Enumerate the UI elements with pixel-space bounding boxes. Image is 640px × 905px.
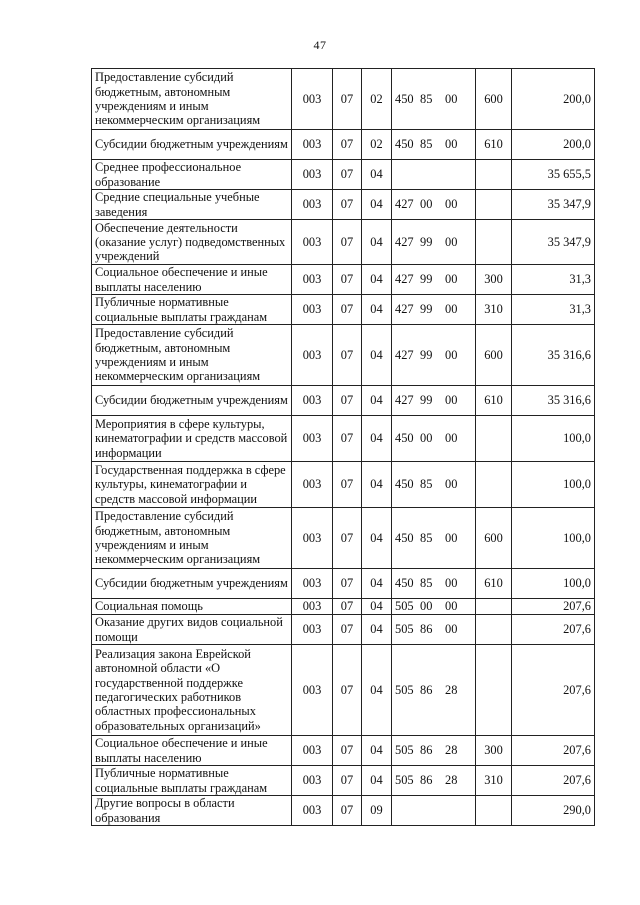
subsection-code-cell: 02 xyxy=(362,69,392,130)
amount-cell: 207,6 xyxy=(512,615,595,645)
target-article-cell xyxy=(392,508,476,569)
target-article-part: 427 xyxy=(395,234,414,249)
expense-type-cell xyxy=(476,416,512,462)
amount-cell: 35 316,6 xyxy=(512,386,595,416)
ministry-code-cell: 003 xyxy=(292,160,333,190)
expense-type-cell: 300 xyxy=(476,265,512,295)
expense-type-cell: 610 xyxy=(476,386,512,416)
ministry-code-cell: 003 xyxy=(292,416,333,462)
section-code-cell: 07 xyxy=(333,508,362,569)
target-article-part: 85 xyxy=(420,91,433,106)
row-name-cell: Среднее профессиональное образование xyxy=(92,160,292,190)
target-article-part: 00 xyxy=(445,234,458,249)
target-article-part: 00 xyxy=(445,137,458,152)
target-article-part: 00 xyxy=(420,431,433,446)
section-code-cell: 07 xyxy=(333,766,362,796)
amount-cell: 100,0 xyxy=(512,416,595,462)
table-row xyxy=(92,462,595,508)
subsection-code-cell: 04 xyxy=(362,295,392,325)
target-article-part: 00 xyxy=(445,530,458,545)
table-row xyxy=(92,416,595,462)
table-row xyxy=(92,766,595,796)
amount-cell: 200,0 xyxy=(512,69,595,130)
target-article-cell xyxy=(392,736,476,766)
ministry-code-cell: 003 xyxy=(292,645,333,736)
section-code-cell: 07 xyxy=(333,416,362,462)
amount-cell: 35 347,9 xyxy=(512,220,595,265)
target-article-part: 00 xyxy=(445,197,458,212)
target-article-part: 99 xyxy=(420,347,433,362)
expense-type-cell: 310 xyxy=(476,766,512,796)
target-article-cell xyxy=(392,766,476,796)
expense-type-cell xyxy=(476,462,512,508)
table-row xyxy=(92,736,595,766)
table-row xyxy=(92,569,595,599)
target-article-part: 85 xyxy=(420,477,433,492)
expense-type-cell: 610 xyxy=(476,569,512,599)
subsection-code-cell: 04 xyxy=(362,325,392,386)
subsection-code-cell: 04 xyxy=(362,220,392,265)
ministry-code-cell: 003 xyxy=(292,130,333,160)
expense-type-cell: 600 xyxy=(476,69,512,130)
table-row xyxy=(92,190,595,220)
row-name-cell: Реализация закона Еврейской автономной области «О государственной поддержке педагогических работников областных профессиональных образовательных организаций» xyxy=(92,645,292,736)
subsection-code-cell: 04 xyxy=(362,736,392,766)
target-article-cell xyxy=(392,220,476,265)
target-article-cell xyxy=(392,599,476,615)
target-article-part: 00 xyxy=(445,431,458,446)
target-article-part: 427 xyxy=(395,347,414,362)
amount-cell: 100,0 xyxy=(512,462,595,508)
row-name-cell: Субсидии бюджетным учреждениям xyxy=(92,386,292,416)
section-code-cell: 07 xyxy=(333,599,362,615)
target-article-part: 427 xyxy=(395,302,414,317)
target-article-part: 450 xyxy=(395,431,414,446)
subsection-code-cell: 04 xyxy=(362,615,392,645)
ministry-code-cell: 003 xyxy=(292,386,333,416)
target-article-part: 450 xyxy=(395,477,414,492)
ministry-code-cell: 003 xyxy=(292,325,333,386)
ministry-code-cell: 003 xyxy=(292,220,333,265)
expense-type-cell: 600 xyxy=(476,325,512,386)
subsection-code-cell: 04 xyxy=(362,645,392,736)
section-code-cell: 07 xyxy=(333,796,362,826)
row-name-cell: Предоставление субсидий бюджетным, автономным учреждениям и иным некоммерческим организациям xyxy=(92,508,292,569)
section-code-cell: 07 xyxy=(333,569,362,599)
target-article-part: 00 xyxy=(445,302,458,317)
section-code-cell: 07 xyxy=(333,645,362,736)
target-article-part: 99 xyxy=(420,302,433,317)
section-code-cell: 07 xyxy=(333,160,362,190)
target-article-cell xyxy=(392,645,476,736)
target-article-part: 99 xyxy=(420,393,433,408)
page-number: 47 xyxy=(313,38,327,52)
target-article-part: 450 xyxy=(395,530,414,545)
subsection-code-cell: 04 xyxy=(362,569,392,599)
target-article-part: 86 xyxy=(420,682,433,697)
amount-cell: 31,3 xyxy=(512,265,595,295)
target-article-part: 505 xyxy=(395,682,414,697)
ministry-code-cell: 003 xyxy=(292,295,333,325)
subsection-code-cell: 04 xyxy=(362,508,392,569)
expense-type-cell xyxy=(476,599,512,615)
target-article-part: 00 xyxy=(445,393,458,408)
target-article-part: 505 xyxy=(395,743,414,758)
row-name-cell: Публичные нормативные социальные выплаты гражданам xyxy=(92,295,292,325)
ministry-code-cell: 003 xyxy=(292,569,333,599)
amount-cell: 207,6 xyxy=(512,599,595,615)
expense-type-cell: 600 xyxy=(476,508,512,569)
table-row xyxy=(92,220,595,265)
target-article-part: 450 xyxy=(395,576,414,591)
expense-type-cell xyxy=(476,190,512,220)
target-article-cell xyxy=(392,190,476,220)
expense-type-cell: 610 xyxy=(476,130,512,160)
target-article-cell xyxy=(392,416,476,462)
row-name-cell: Социальное обеспечение и иные выплаты населению xyxy=(92,265,292,295)
subsection-code-cell: 02 xyxy=(362,130,392,160)
amount-cell: 207,6 xyxy=(512,645,595,736)
section-code-cell: 07 xyxy=(333,69,362,130)
section-code-cell: 07 xyxy=(333,386,362,416)
ministry-code-cell: 003 xyxy=(292,736,333,766)
amount-cell: 207,6 xyxy=(512,736,595,766)
row-name-cell: Другие вопросы в области образования xyxy=(92,796,292,826)
target-article-part: 450 xyxy=(395,137,414,152)
target-article-cell xyxy=(392,295,476,325)
target-article-part: 85 xyxy=(420,137,433,152)
ministry-code-cell: 003 xyxy=(292,766,333,796)
target-article-part: 00 xyxy=(445,599,458,614)
target-article-part: 505 xyxy=(395,773,414,788)
target-article-part: 28 xyxy=(445,773,458,788)
target-article-part: 00 xyxy=(445,91,458,106)
subsection-code-cell: 04 xyxy=(362,599,392,615)
table-row xyxy=(92,386,595,416)
target-article-part: 85 xyxy=(420,576,433,591)
target-article-part: 28 xyxy=(445,682,458,697)
subsection-code-cell: 04 xyxy=(362,190,392,220)
table-row xyxy=(92,265,595,295)
target-article-part: 427 xyxy=(395,272,414,287)
row-name-cell: Обеспечение деятельности (оказание услуг) подведомственных учреждений xyxy=(92,220,292,265)
target-article-part: 450 xyxy=(395,91,414,106)
row-name-cell: Предоставление субсидий бюджетным, автономным учреждениям и иным некоммерческим организациям xyxy=(92,69,292,130)
expense-type-cell xyxy=(476,615,512,645)
target-article-cell xyxy=(392,615,476,645)
section-code-cell: 07 xyxy=(333,615,362,645)
row-name-cell: Социальное обеспечение и иные выплаты населению xyxy=(92,736,292,766)
amount-cell: 35 316,6 xyxy=(512,325,595,386)
target-article-part: 00 xyxy=(420,197,433,212)
table-row xyxy=(92,295,595,325)
subsection-code-cell: 04 xyxy=(362,416,392,462)
amount-cell: 100,0 xyxy=(512,508,595,569)
target-article-part: 505 xyxy=(395,622,414,637)
ministry-code-cell: 003 xyxy=(292,796,333,826)
target-article-part: 00 xyxy=(445,622,458,637)
target-article-part: 00 xyxy=(445,477,458,492)
ministry-code-cell: 003 xyxy=(292,508,333,569)
amount-cell: 200,0 xyxy=(512,130,595,160)
subsection-code-cell: 04 xyxy=(362,265,392,295)
row-name-cell: Субсидии бюджетным учреждениям xyxy=(92,569,292,599)
section-code-cell: 07 xyxy=(333,325,362,386)
section-code-cell: 07 xyxy=(333,462,362,508)
table-row xyxy=(92,69,595,130)
target-article-part: 00 xyxy=(445,576,458,591)
table-row xyxy=(92,615,595,645)
ministry-code-cell: 003 xyxy=(292,615,333,645)
table-row xyxy=(92,160,595,190)
amount-cell: 290,0 xyxy=(512,796,595,826)
target-article-part: 505 xyxy=(395,599,414,614)
section-code-cell: 07 xyxy=(333,265,362,295)
target-article-part: 00 xyxy=(420,599,433,614)
section-code-cell: 07 xyxy=(333,130,362,160)
ministry-code-cell: 003 xyxy=(292,190,333,220)
target-article-cell xyxy=(392,569,476,599)
budget-table xyxy=(91,68,595,826)
amount-cell: 35 655,5 xyxy=(512,160,595,190)
target-article-cell xyxy=(392,265,476,295)
target-article-cell xyxy=(392,386,476,416)
section-code-cell: 07 xyxy=(333,190,362,220)
target-article-part: 99 xyxy=(420,272,433,287)
amount-cell: 207,6 xyxy=(512,766,595,796)
amount-cell: 100,0 xyxy=(512,569,595,599)
target-article-cell xyxy=(392,796,476,826)
target-article-cell xyxy=(392,130,476,160)
target-article-cell xyxy=(392,69,476,130)
target-article-cell xyxy=(392,325,476,386)
ministry-code-cell: 003 xyxy=(292,69,333,130)
budget-table-body xyxy=(92,69,595,826)
target-article-cell xyxy=(392,462,476,508)
target-article-part: 86 xyxy=(420,773,433,788)
target-article-part: 86 xyxy=(420,743,433,758)
expense-type-cell: 310 xyxy=(476,295,512,325)
subsection-code-cell: 09 xyxy=(362,796,392,826)
target-article-part: 85 xyxy=(420,530,433,545)
target-article-part: 86 xyxy=(420,622,433,637)
row-name-cell: Социальная помощь xyxy=(92,599,292,615)
row-name-cell: Предоставление субсидий бюджетным, автономным учреждениям и иным некоммерческим организациям xyxy=(92,325,292,386)
expense-type-cell xyxy=(476,645,512,736)
row-name-cell: Публичные нормативные социальные выплаты гражданам xyxy=(92,766,292,796)
subsection-code-cell: 04 xyxy=(362,462,392,508)
table-row xyxy=(92,645,595,736)
section-code-cell: 07 xyxy=(333,295,362,325)
expense-type-cell xyxy=(476,160,512,190)
target-article-part: 99 xyxy=(420,234,433,249)
table-row xyxy=(92,796,595,826)
table-row xyxy=(92,508,595,569)
target-article-part: 427 xyxy=(395,197,414,212)
expense-type-cell xyxy=(476,220,512,265)
table-row xyxy=(92,130,595,160)
expense-type-cell xyxy=(476,796,512,826)
subsection-code-cell: 04 xyxy=(362,386,392,416)
amount-cell: 35 347,9 xyxy=(512,190,595,220)
ministry-code-cell: 003 xyxy=(292,265,333,295)
target-article-part: 00 xyxy=(445,347,458,362)
ministry-code-cell: 003 xyxy=(292,462,333,508)
section-code-cell: 07 xyxy=(333,220,362,265)
target-article-cell xyxy=(392,160,476,190)
expense-type-cell: 300 xyxy=(476,736,512,766)
target-article-part: 427 xyxy=(395,393,414,408)
target-article-part: 28 xyxy=(445,743,458,758)
row-name-cell: Государственная поддержка в сфере культуры, кинематографии и средств массовой информации xyxy=(92,462,292,508)
amount-cell: 31,3 xyxy=(512,295,595,325)
target-article-part: 00 xyxy=(445,272,458,287)
subsection-code-cell: 04 xyxy=(362,766,392,796)
row-name-cell: Средние специальные учебные заведения xyxy=(92,190,292,220)
section-code-cell: 07 xyxy=(333,736,362,766)
table-row xyxy=(92,599,595,615)
subsection-code-cell: 04 xyxy=(362,160,392,190)
row-name-cell: Субсидии бюджетным учреждениям xyxy=(92,130,292,160)
table-row xyxy=(92,325,595,386)
ministry-code-cell: 003 xyxy=(292,599,333,615)
row-name-cell: Мероприятия в сфере культуры, кинематографии и средств массовой информации xyxy=(92,416,292,462)
row-name-cell: Оказание других видов социальной помощи xyxy=(92,615,292,645)
